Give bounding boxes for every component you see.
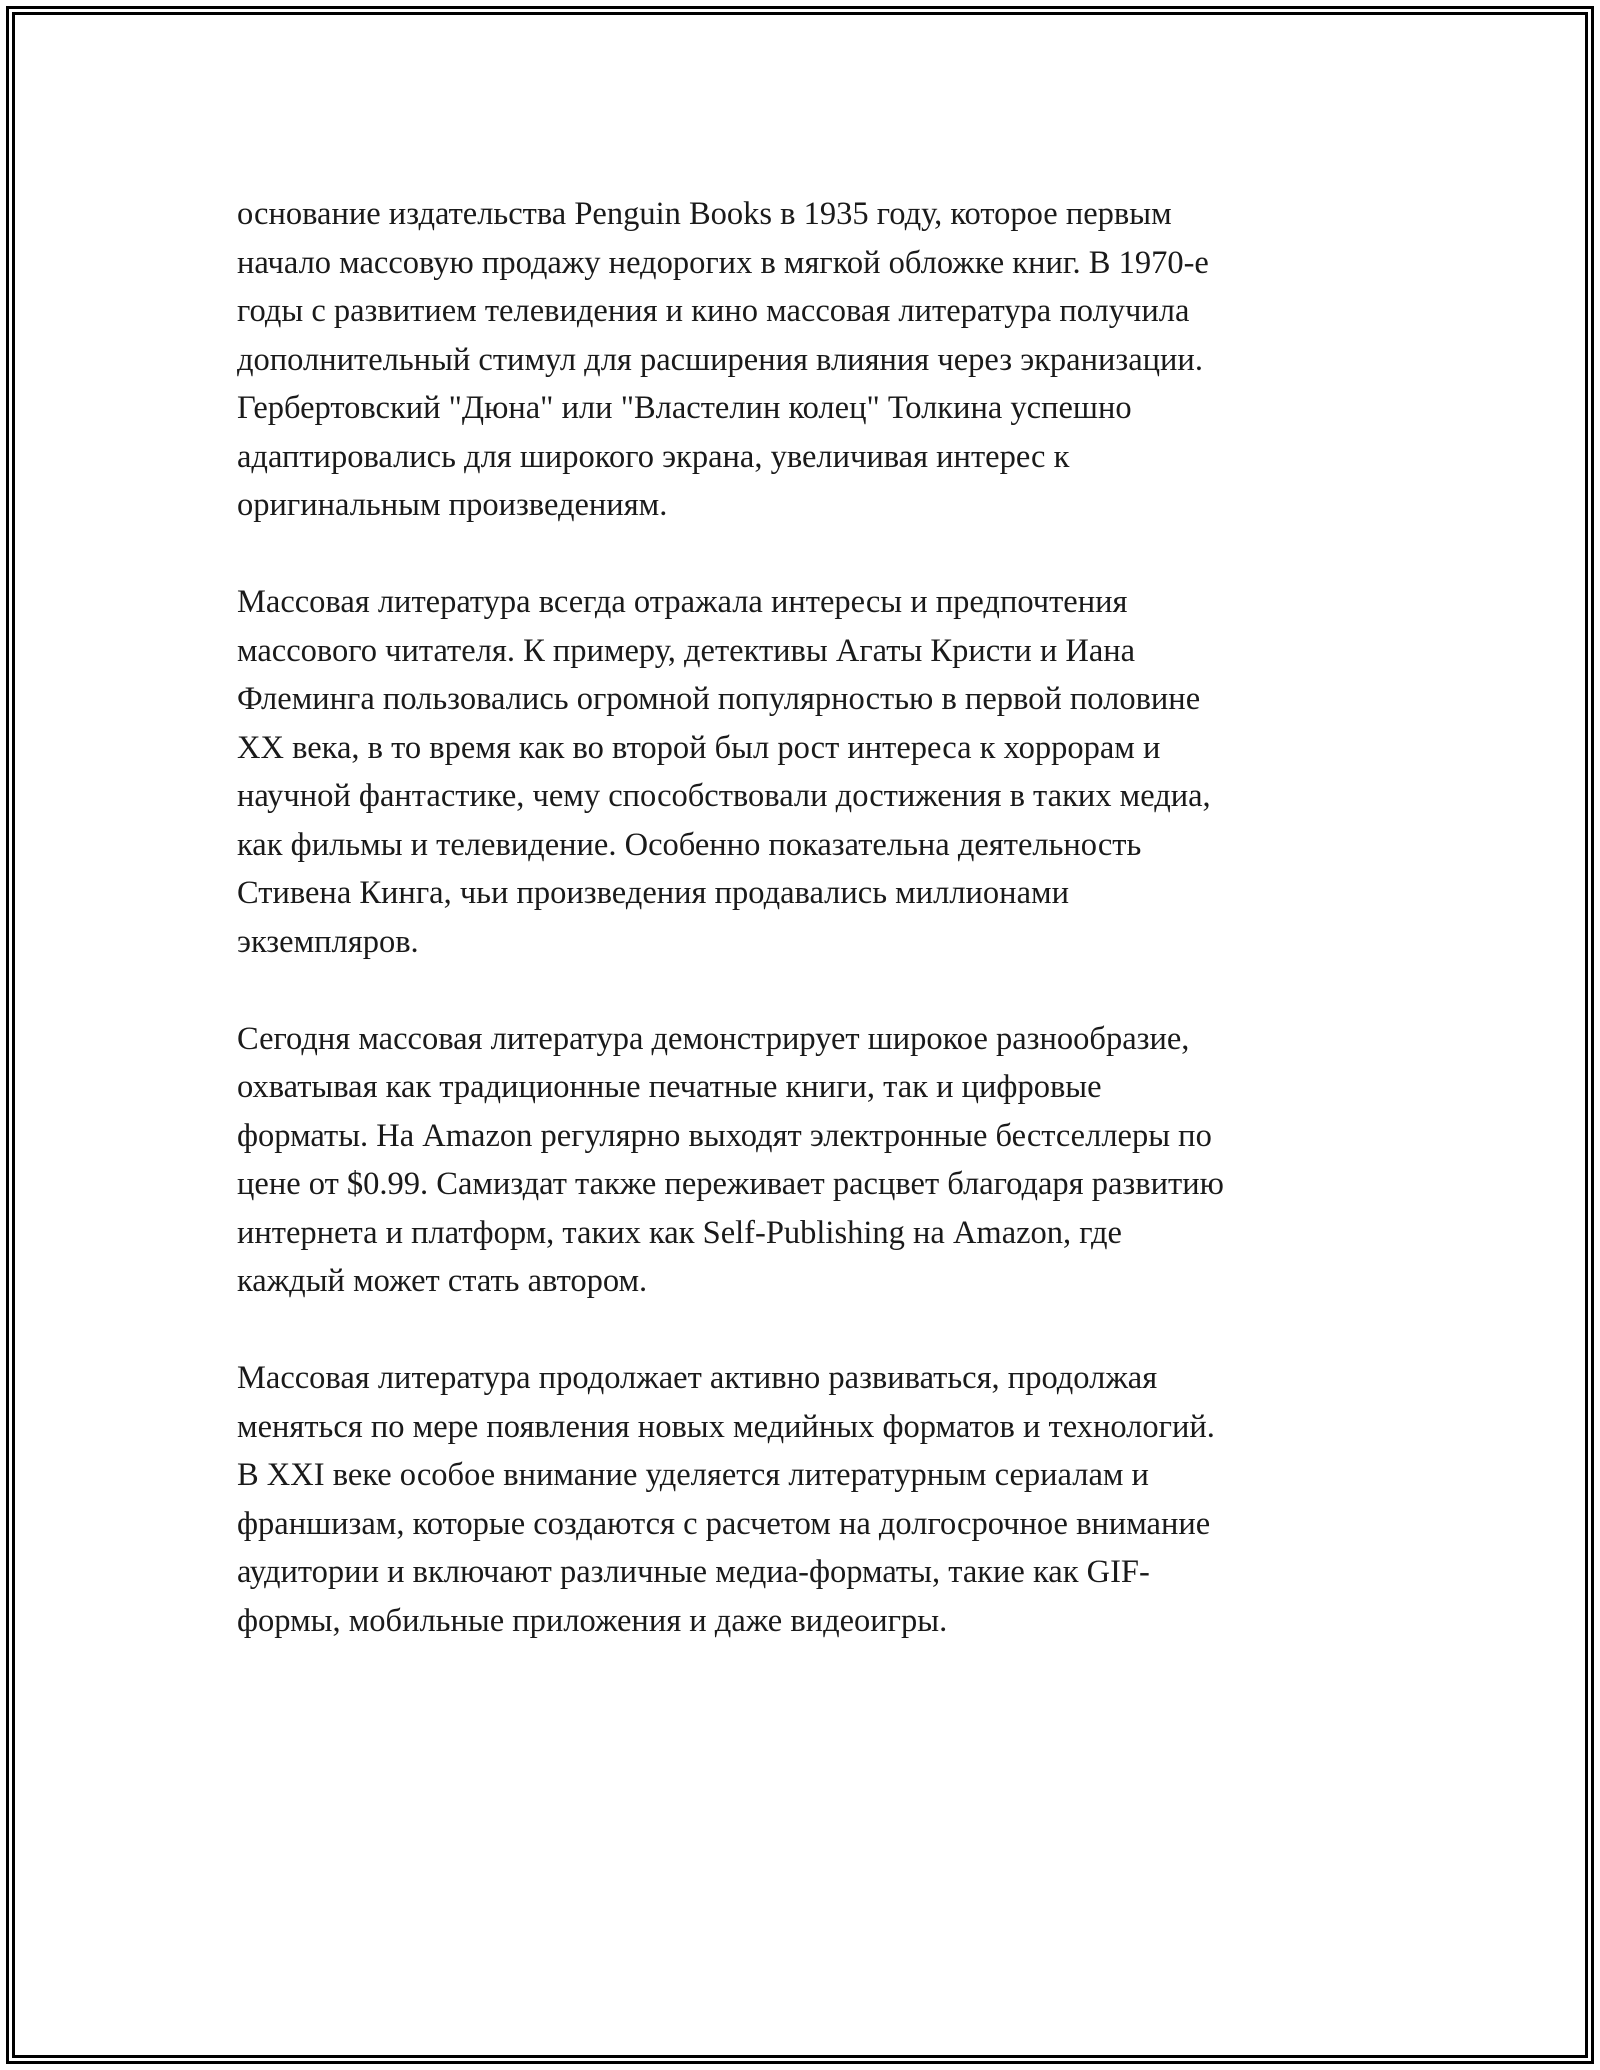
paragraph-modern-diversity: Сегодня массовая литература демонстрирует широкое разнообразие, охватывая как традиционные печатные книги, так и цифровые форматы. На Amazon регулярно выходят электронные бестселлеры по цене от $0.99. Самиздат также переживает расцвет благодаря развитию интернета и платформ, таких как Self-Publishing на Amazon, где каждый может стать автором. bbox=[237, 1020, 1224, 1299]
document-body bbox=[237, 190, 1367, 1694]
paragraph-future-development: Массовая литература продолжает активно развиваться, продолжая меняться по мере появления новых медийных форматов и технологий. В XXI веке особое внимание уделяется литературным сериалам и франшизам, которые создаются с расчетом на долгосрочное внимание аудитории и включают различные медиа-форматы, такие как GIF- формы, мобильные приложения и даже видеоигры. bbox=[237, 1360, 1215, 1639]
paragraph-penguin-books: основание издательства Penguin Books в 1935 году, которое первым начало массовую продажу недорогих в мягкой обложке книг. В 1970-е годы с развитием телевидения и кино массовая литература получила дополнительный стимул для расширения влияния через экранизации. Гербертовский "Дюна" или "Властелин колец" Толкина успешно адаптировались для широкого экрана, увеличивая интерес к оригинальным произведениям. bbox=[237, 196, 1209, 523]
paragraph-mass-reader-interests: Массовая литература всегда отражала интересы и предпочтения массового читателя. К примеру, детективы Агаты Кристи и Иана Флеминга пользовались огромной популярностью в первой половине XX века, в то время как во второй был рост интереса к хоррорам и научной фантастике, чему способствовали достижения в таких медиа, как фильмы и телевидение. Особенно показательна деятельность Стивена Кинга, чьи произведения продавались миллионами экземпляров. bbox=[237, 584, 1211, 960]
